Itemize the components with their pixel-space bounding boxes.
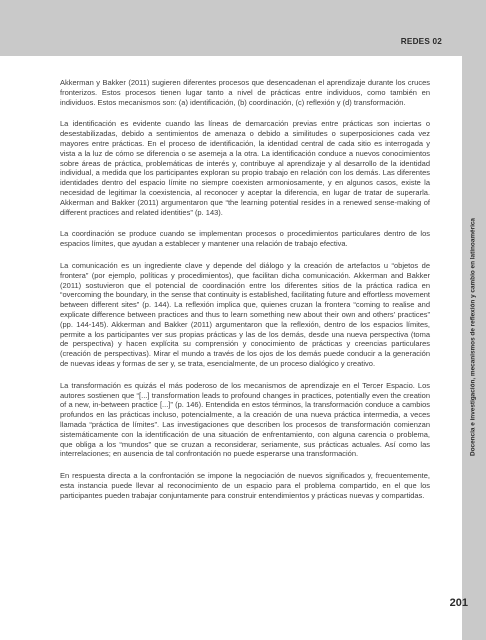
paragraph-4: La comunicación es un ingrediente clave y depende del diálogo y la creación de artefactos u “objetos de frontera” (por ejemplo, políticas y procedimientos), que facilitan dicha comunicación. Akkerman and Bakker (2011) sostuvieron que el potencial de coordinación entre los diferentes sitios de la práctica radica en “overcoming the boundary, in the sense that continuity is established, facilitating future and effortless movement between different sites” (p. 144). La reflexión implica que, quienes cruzan la frontera “coming to realise and explicate difference between practices and thus to learn something new about their own and others’ practices” (pp. 144-145). Akkerman and Bakker (2011) argumentaron que la reflexión, dentro de los espacios límites, permite a los participantes ver sus propias prácticas y las de los demás, desde una nueva perspectiva (toma de perspectiva) y hacen explícita su comprensión y conocimiento de prácticas y creencias particulares (creación de perspectivas). Mirar el mundo a través de los ojos de los demás puede conducir a la generación de nuevas ideas y formas de ser y, se trata, esencialmente, de un proceso dialógico y creativo. xyxy=(60,260,430,368)
paragraph-1: Akkerman y Bakker (2011) sugieren diferentes procesos que desencadenan el aprendizaje durante los cruces fronterizos. Estos procesos tienen lugar tanto a nivel de prácticas entre individuos, como también en individuos. Estos mecanismos son: (a) identificación, (b) coordinación, (c) reflexión y (d) transformación. xyxy=(60,78,430,107)
running-header: REDES 02 xyxy=(400,37,442,46)
paragraph-2: La identificación es evidente cuando las líneas de demarcación previas entre prácticas son inciertas o desestabilizadas, debido a sentimientos de amenaza o debido a similitudes o superposiciones cada vez mayores entre prácticas. En el proceso de identificación, la identidad central de cada sitio es interrogada y vista a la luz de cómo se diferencia o se asemeja a la otra. La identificación conduce a nuevos conocimientos sobre áreas de práctica, problemáticas de interés y, contribuye al aprendizaje y al desarrollo de la identidad individual, a medida que los participantes exploran su propio trabajo en relación con los demás. Las diferentes identidades dentro del espacio límite no siempre coexisten armoniosamente, y en algunos casos, existe la necesidad de legitimar la coexistencia, al reconocer y aceptar la diferencia, en lugar de tratar de superarla. Akkerman and Bakker (2011) argumentaron que “the learning potential resides in a renewed sense-making of different practices and related identities” (p. 143). xyxy=(60,119,430,217)
header-band xyxy=(0,0,486,56)
side-tab-label: Docencia e investigación, mecanismos de reflexión y cambio en latinoamérica xyxy=(469,218,476,456)
side-tab xyxy=(460,204,485,470)
paragraph-5: La transformación es quizás el más poderoso de los mecanismos de aprendizaje en el Tercer Espacio. Los autores sostienen que “[...] transformation leads to profound changes in practices, potentially even the creation of a new, in-between practice [...]” (p. 146). Entendida en estos términos, la transformación conduce a cambios profundos en las prácticas incluso, potencialmente, a la creación de una nueva práctica intermedia, a veces llamada “práctica de límites”. Las investigaciones que describen los procesos de transformación comienzan sistemáticamente con la identificación de una situación de enfrentamiento, con alguna carencia o problema, que obliga a los “mundos” que se cruzan a reconsiderar, seriamente, sus prácticas actuales. Así como las interrelaciones; en ausencia de tal confrontación no puede esperarse una transformación. xyxy=(60,380,430,459)
paragraph-6: En respuesta directa a la confrontación se impone la negociación de nuevos significados y, frecuentemente, esta instancia puede llevar al reconocimiento de un espacio para el problema compartido, en el que los participantes pueden trabajar conjuntamente para construir entendimientos y prácticas nuevas y compartidas. xyxy=(60,471,430,500)
body-text xyxy=(60,78,430,512)
paragraph-3: La coordinación se produce cuando se implementan procesos o procedimientos particulares dentro de los espacios límites, que ayudan a establecer y mantener una relación de trabajo efectiva. xyxy=(60,229,430,249)
page-number: 201 xyxy=(449,597,468,609)
